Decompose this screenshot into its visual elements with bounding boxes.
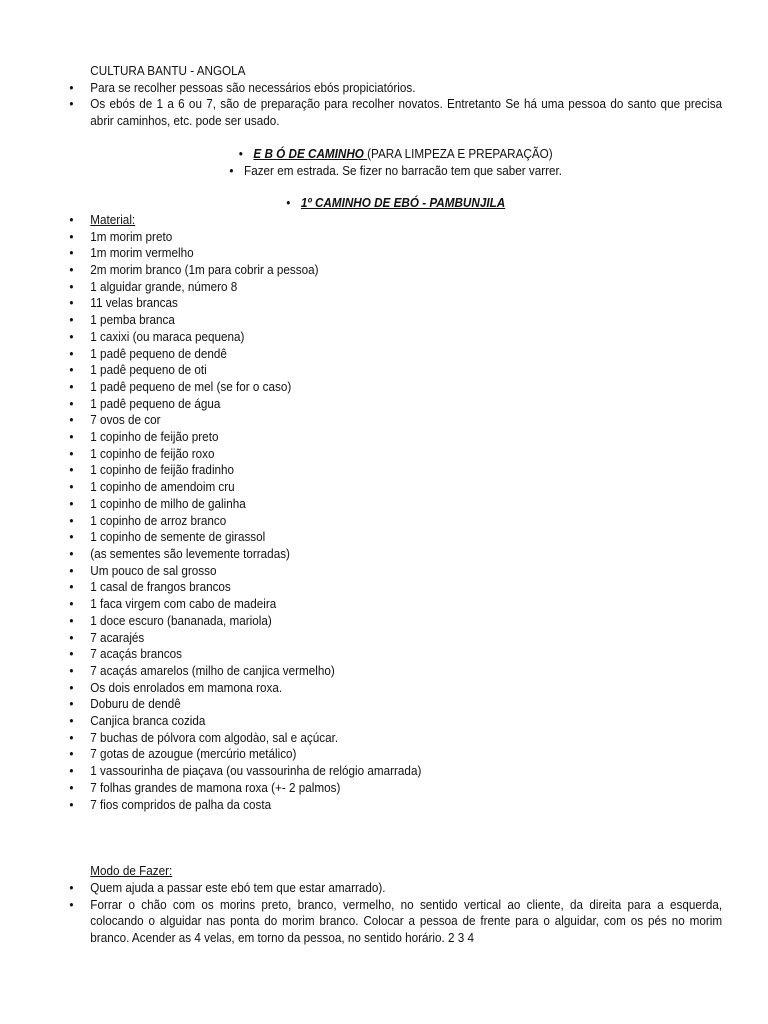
- bullet-icon: [66, 613, 77, 630]
- section-title: E B Ó DE CAMINHO: [253, 145, 368, 161]
- material-item-text: Os dois enrolados em mamona roxa.: [90, 679, 283, 695]
- bullet-icon: [66, 563, 77, 580]
- material-item-text: 1 faca virgem com cabo de madeira: [90, 596, 277, 612]
- material-item-text: 1 padê pequeno de dendê: [90, 345, 227, 361]
- material-item: [66, 546, 722, 563]
- material-item: [66, 229, 722, 246]
- bullet-icon: [66, 663, 77, 680]
- bullet-icon: [66, 730, 77, 747]
- material-item: [66, 479, 722, 496]
- modo-step: • Quem ajuda a passar este ebó tem que estar amarrado).: [66, 880, 722, 897]
- material-item-text: 1 copinho de feijão fradinho: [90, 462, 235, 478]
- material-item: [66, 630, 722, 647]
- bullet-icon: [66, 212, 77, 229]
- material-item: [66, 663, 722, 680]
- material-item-text: 7 buchas de pólvora com algodào, sal e açúcar.: [90, 729, 339, 745]
- material-item-text: 1 copinho de arroz branco: [90, 512, 227, 528]
- material-item-text: 1m morim preto: [90, 228, 173, 244]
- modo-label: Modo de Fazer:: [90, 863, 173, 879]
- material-item-text: 1 copinho de amendoim cru: [90, 479, 235, 495]
- bullet-icon: [66, 279, 77, 296]
- material-list: [66, 229, 722, 814]
- bullet-icon: [66, 696, 77, 713]
- material-item-text: 1 pemba branca: [90, 312, 175, 328]
- bullet-icon: [66, 780, 77, 797]
- material-item-text: Doburu de dendê: [90, 696, 181, 712]
- bullet-icon: [66, 546, 77, 563]
- material-item: [66, 496, 722, 513]
- bullet-icon: [66, 746, 77, 763]
- bullet-icon: [66, 96, 77, 113]
- material-item: [66, 462, 722, 479]
- material-item-text: 1 caxixi (ou maraca pequena): [90, 328, 245, 344]
- material-item-text: 7 acaçás brancos: [90, 646, 183, 662]
- material-item: [66, 596, 722, 613]
- material-item-text: 1 padê pequeno de oti: [90, 362, 207, 378]
- bullet-icon: [66, 513, 77, 530]
- material-item-text: 7 acarajés: [90, 629, 145, 645]
- material-item-text: Um pouco de sal grosso: [90, 562, 217, 578]
- material-item-text: 1 copinho de semente de girassol: [90, 529, 266, 545]
- material-item: [66, 312, 722, 329]
- material-item-text: 1m morim vermelho: [90, 245, 194, 261]
- bullet-icon: [66, 880, 77, 897]
- bullet-icon: [226, 163, 237, 180]
- material-item: [66, 613, 722, 630]
- material-item: [66, 396, 722, 413]
- material-item: [66, 362, 722, 379]
- material-item: [66, 713, 722, 730]
- bullet-icon: [66, 680, 77, 697]
- material-item-text: 1 vassourinha de piaçava (ou vassourinha de relógio amarrada): [90, 763, 422, 779]
- bullet-icon: [66, 897, 77, 914]
- material-item-text: 7 ovos de cor: [90, 412, 161, 428]
- material-item: [66, 730, 722, 747]
- material-item: [66, 245, 722, 262]
- bullet-icon: [66, 713, 77, 730]
- material-item: [66, 646, 722, 663]
- bullet-icon: [283, 195, 294, 212]
- material-item-text: 1 alguidar grande, número 8: [90, 278, 238, 294]
- ebo-caminho-title: [66, 146, 722, 163]
- bullet-icon: [66, 245, 77, 262]
- section-subtitle: (PARA LIMPEZA E PREPARAÇÃO): [367, 145, 553, 161]
- material-item: [66, 346, 722, 363]
- material-item-text: 2m morim branco (1m para cobrir a pessoa): [90, 262, 319, 278]
- material-item: [66, 429, 722, 446]
- material-item-text: 7 gotas de azougue (mercúrio metálico): [90, 746, 297, 762]
- intro-item: • Os ebós de 1 a 6 ou 7, são de preparação para recolher novatos. Entretanto Se há uma pessoa do santo que precisa abrir caminhos, etc. pode ser usado.: [66, 96, 722, 129]
- document-heading: [66, 63, 722, 80]
- material-item: [66, 763, 722, 780]
- material-item: [66, 780, 722, 797]
- caminho1-title: • 1º CAMINHO DE EBÓ - PAMBUNJILA: [66, 195, 722, 212]
- bullet-icon: [66, 596, 77, 613]
- material-item: [66, 412, 722, 429]
- material-item-text: (as sementes são levemente torradas): [90, 545, 290, 561]
- material-item-text: 11 velas brancas: [90, 295, 178, 311]
- ebo-caminho-note: • Fazer em estrada. Se fizer no barracão tem que saber varrer.: [66, 163, 722, 180]
- document-body: [66, 63, 723, 947]
- bullet-icon: [66, 579, 77, 596]
- modo-step: • Forrar o chão com os morins preto, branco, vermelho, no sentido vertical ao cliente, da direita para a esquerda, colocando o alguidar nas ponta do morim branco. Colocar a pessoa de frente para o alguidar, com os pés no morim branco. Acender as 4 velas, em torno da pessoa, no sentido horário. 2 3 4: [66, 897, 722, 947]
- material-item: [66, 746, 722, 763]
- material-item: [66, 579, 722, 596]
- material-item-text: 7 fios compridos de palha da costa: [90, 796, 272, 812]
- material-item-text: 1 copinho de milho de galinha: [90, 495, 246, 511]
- material-item-text: 1 casal de frangos brancos: [90, 579, 231, 595]
- bullet-icon: [66, 529, 77, 546]
- material-item: [66, 279, 722, 296]
- bullet-icon: [66, 229, 77, 246]
- bullet-icon: [66, 446, 77, 463]
- material-item: [66, 379, 722, 396]
- bullet-icon: [66, 429, 77, 446]
- bullet-icon: [66, 295, 77, 312]
- material-item-text: 1 copinho de feijão roxo: [90, 445, 215, 461]
- bullet-icon: [66, 797, 77, 814]
- bullet-icon: [66, 329, 77, 346]
- bullet-icon: [66, 763, 77, 780]
- bullet-icon: [66, 379, 77, 396]
- material-item-text: 1 doce escuro (bananada, mariola): [90, 612, 272, 628]
- material-item-text: Canjica branca cozida: [90, 713, 206, 729]
- material-item-text: 1 padê pequeno de mel (se for o caso): [90, 378, 292, 394]
- material-item-text: 1 copinho de feijão preto: [90, 429, 219, 445]
- bullet-icon: [66, 80, 77, 97]
- bullet-icon: [66, 496, 77, 513]
- bullet-icon: [66, 412, 77, 429]
- material-label-item: [66, 212, 722, 229]
- material-item: [66, 295, 722, 312]
- material-item: [66, 680, 722, 697]
- material-item: [66, 262, 722, 279]
- material-item: [66, 696, 722, 713]
- bullet-icon: [66, 396, 77, 413]
- bullet-icon: [66, 630, 77, 647]
- modo-label-line: [66, 863, 722, 880]
- material-item: [66, 797, 722, 814]
- bullet-icon: [66, 462, 77, 479]
- bullet-icon: [66, 346, 77, 363]
- material-item: [66, 513, 722, 530]
- bullet-icon: [66, 479, 77, 496]
- bullet-icon: [66, 312, 77, 329]
- intro-item: • Para se recolher pessoas são necessários ebós propiciatórios.: [66, 80, 722, 97]
- material-item: [66, 563, 722, 580]
- bullet-icon: [66, 262, 77, 279]
- material-item: [66, 329, 722, 346]
- bullet-icon: [66, 646, 77, 663]
- material-label: Material:: [90, 211, 136, 227]
- bullet-icon: [66, 362, 77, 379]
- material-item: [66, 529, 722, 546]
- material-item-text: 1 padê pequeno de água: [90, 395, 221, 411]
- bullet-icon: [235, 146, 246, 163]
- material-item-text: 7 folhas grandes de mamona roxa (+- 2 palmos): [90, 779, 341, 795]
- material-item-text: 7 acaçás amarelos (milho de canjica vermelho): [90, 662, 335, 678]
- heading-text: CULTURA BANTU - ANGOLA: [90, 63, 246, 78]
- material-item: [66, 446, 722, 463]
